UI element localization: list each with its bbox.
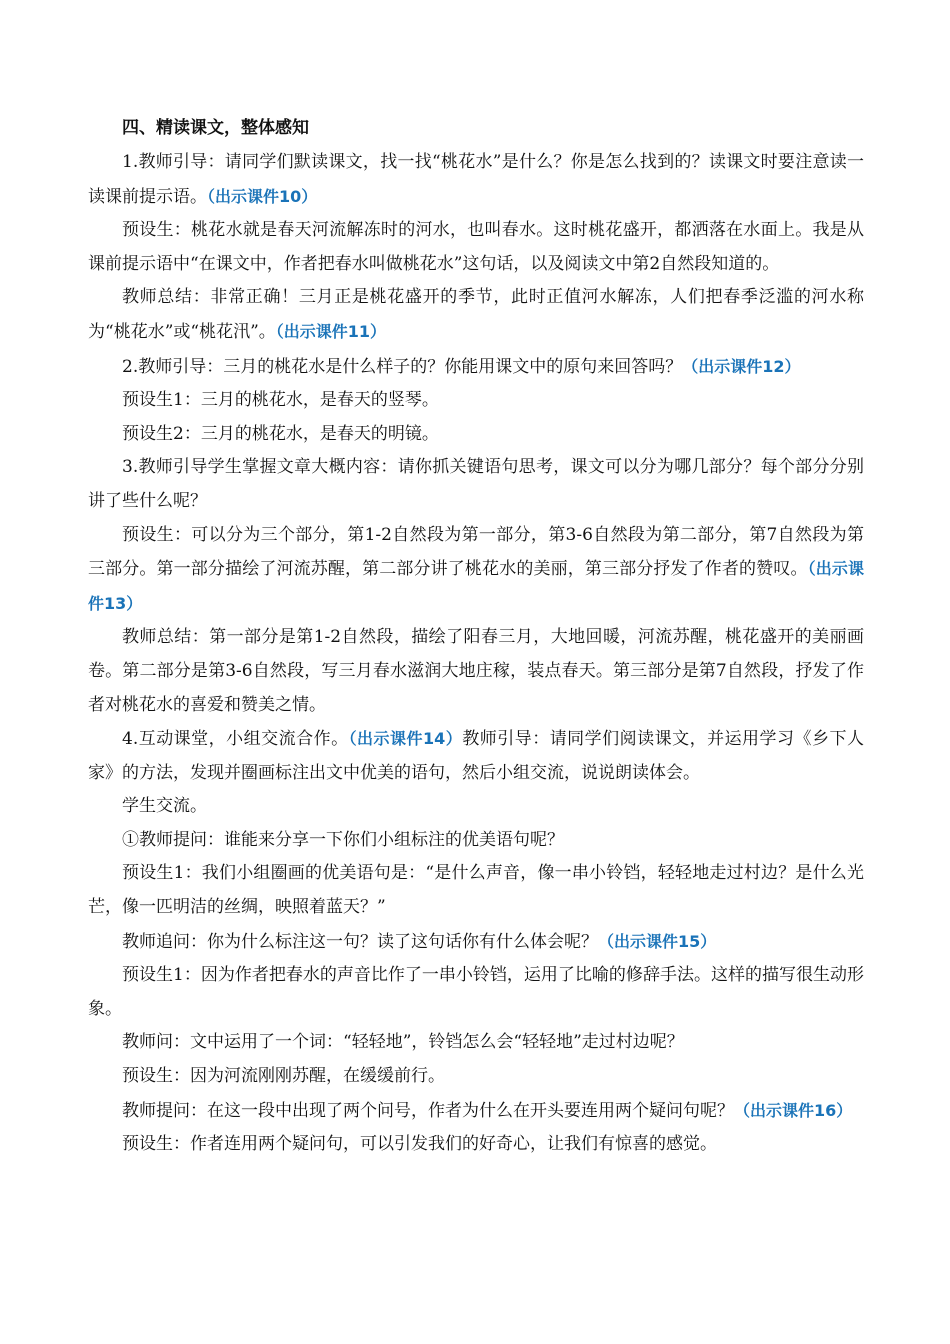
paragraph-3 <box>88 281 864 349</box>
paragraph-text: 4.互动课堂，小组交流合作。 <box>122 729 349 750</box>
paragraph-text: 预设生：因为河流刚刚苏醒，在缓缓前行。 <box>122 1066 445 1087</box>
courseware-tag: （出示课件11） <box>275 321 387 341</box>
courseware-tag: （出示课件14） <box>348 729 463 749</box>
paragraph-14 <box>88 925 864 960</box>
paragraph-1 <box>88 146 864 214</box>
paragraph-text: 预设生：作者连用两个疑问句，可以引发我们的好奇心，让我们有惊喜的感觉。 <box>122 1134 717 1155</box>
paragraph-text: 教师总结：第一部分是第1-2自然段，描绘了阳春三月，大地回暖，河流苏醒，桃花盛开的美丽画卷。第二部分是第3-6自然段，写三月春水滋润大地庄稼，装点春天。第三部分是第7自然段，抒发了作者对桃花水的喜爱和赞美之情。 <box>88 627 864 715</box>
paragraph-text: 1.教师引导：请同学们默读课文，找一找“桃花水”是什么？你是怎么找到的？读课文时要注意读一读课前提示语。 <box>88 152 864 207</box>
paragraph-17 <box>88 1060 864 1094</box>
paragraph-18 <box>88 1094 864 1129</box>
courseware-tag: （出示课件13） <box>88 559 864 613</box>
paragraph-text: 预设生1：三月的桃花水，是春天的竖琴。 <box>122 390 439 411</box>
courseware-tag: （出示课件10） <box>207 186 318 206</box>
paragraph-13 <box>88 857 864 924</box>
paragraph-4 <box>88 350 864 385</box>
paragraph-text: ①教师提问：谁能来分享一下你们小组标注的优美语句呢？ <box>122 829 564 850</box>
paragraph-11 <box>88 790 864 824</box>
paragraph-text: 教师总结：非常正确！三月正是桃花盛开的季节，此时正值河水解冻，人们把春季泛滥的河水称为“桃花水”或“桃花汛”。 <box>88 287 864 342</box>
paragraph-text: 教师追问：你为什么标注这一句？读了这句话你有什么体会呢？ <box>122 931 598 952</box>
section-heading: 四、精读课文，整体感知 <box>122 118 309 138</box>
paragraph-19 <box>88 1128 864 1162</box>
paragraph-text: 预设生：可以分为三个部分，第1-2自然段为第一部分，第3-6自然段为第二部分，第7自然段为第三部分。第一部分描绘了河流苏醒，第二部分讲了桃花水的美丽，第三部分抒发了作者的赞叹。 <box>88 524 864 580</box>
paragraph-text: 预设生：桃花水就是春天河流解冻时的河水，也叫春水。这时桃花盛开，都洒落在水面上。我是从课前提示语中“在课文中，作者把春水叫做桃花水”这句话，以及阅读文中第2自然段知道的。 <box>88 220 864 274</box>
paragraph-10 <box>88 722 864 790</box>
courseware-tag: （出示课件15） <box>598 931 717 951</box>
paragraph-15 <box>88 959 864 1026</box>
paragraph-text: 预设生2：三月的桃花水，是春天的明镜。 <box>122 423 439 444</box>
paragraph-8 <box>88 519 864 622</box>
paragraph-2 <box>88 214 864 281</box>
paragraph-text: 2.教师引导：三月的桃花水是什么样子的？你能用课文中的原句来回答吗？ <box>122 356 683 377</box>
paragraph-text: 3.教师引导学生掌握文章大概内容：请你抓关键语句思考，课文可以分为哪几部分？每个部分分别讲了些什么呢？ <box>88 457 864 511</box>
paragraph-text: 教师提问：在这一段中出现了两个问号，作者为什么在开头要连用两个疑问句呢？ <box>122 1100 734 1121</box>
paragraph-text-after: 教师引导：请同学们阅读课文，并运用学习《乡下人家》的方法，发现并圈画标注出文中优美的语句，然后小组交流，说说朗读体会。 <box>88 729 864 783</box>
paragraph-5 <box>88 384 864 418</box>
paragraph-7 <box>88 451 864 518</box>
paragraph-9 <box>88 621 864 722</box>
paragraph-12 <box>88 824 864 858</box>
courseware-tag: （出示课件16） <box>734 1100 853 1120</box>
paragraph-text: 预设生1：因为作者把春水的声音比作了一串小铃铛，运用了比喻的修辞手法。这样的描写很生动形象。 <box>88 965 864 1019</box>
paragraph-text: 学生交流。 <box>122 796 207 817</box>
paragraph-text: 教师问：文中运用了一个词：“轻轻地”，铃铛怎么会“轻轻地”走过村边呢？ <box>122 1032 684 1053</box>
courseware-tag: （出示课件12） <box>682 356 801 376</box>
paragraph-text: 预设生1：我们小组圈画的优美语句是：“是什么声音，像一串小铃铛，轻轻地走过村边？是什么光芒，像一匹明洁的丝绸，映照着蓝天？” <box>88 863 864 918</box>
paragraph-6 <box>88 418 864 452</box>
paragraph-16 <box>88 1026 864 1060</box>
document-page <box>88 110 864 1162</box>
